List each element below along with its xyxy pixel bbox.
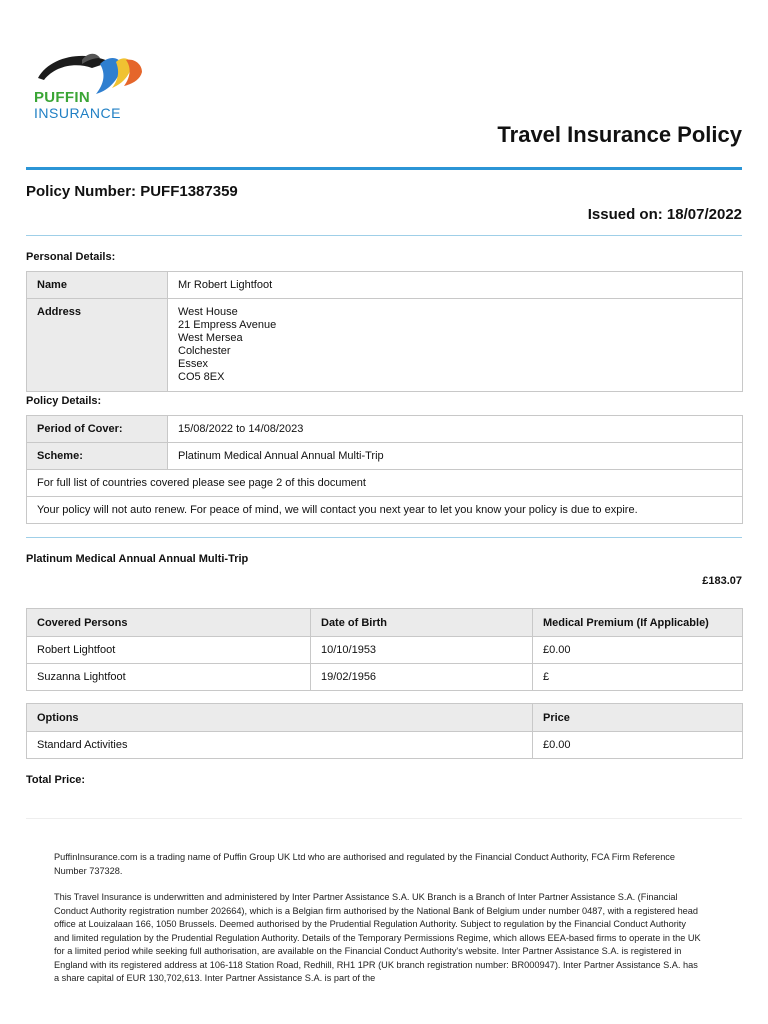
covered-persons-table xyxy=(26,608,743,691)
header-divider xyxy=(26,235,742,236)
table-row xyxy=(27,272,743,299)
name-label: Name xyxy=(27,272,168,299)
column-header: Medical Premium (If Applicable) xyxy=(533,609,743,637)
options-table xyxy=(26,703,743,759)
issued-date: Issued on: 18/07/2022 xyxy=(587,206,742,223)
table-row xyxy=(27,637,743,664)
table-row xyxy=(27,497,743,524)
table-header-row xyxy=(27,609,743,637)
period-value: 15/08/2022 to 14/08/2023 xyxy=(168,416,743,443)
person-premium: £0.00 xyxy=(533,637,743,664)
column-header: Options xyxy=(27,704,533,732)
address-line: Essex xyxy=(178,358,208,370)
personal-details-table xyxy=(26,271,743,392)
personal-details-label: Personal Details: xyxy=(26,251,116,263)
scheme-label: Scheme: xyxy=(27,443,168,470)
name-value: Mr Robert Lightfoot xyxy=(168,272,743,299)
logo-text-puffin: PUFFIN xyxy=(34,89,90,106)
address-line: 21 Empress Avenue xyxy=(178,319,277,331)
policy-details-table xyxy=(26,415,743,524)
company-logo xyxy=(30,50,150,124)
renewal-note: Your policy will not auto renew. For peace of mind, we will contact you next year to let you know your policy is due to expire. xyxy=(27,497,743,524)
address-label: Address xyxy=(27,299,168,392)
option-price: £0.00 xyxy=(533,732,743,759)
table-row xyxy=(27,664,743,691)
policy-divider xyxy=(26,537,742,538)
option-name: Standard Activities xyxy=(27,732,533,759)
document-title: Travel Insurance Policy xyxy=(497,122,742,147)
column-header: Price xyxy=(533,704,743,732)
table-row xyxy=(27,470,743,497)
address-value xyxy=(168,299,743,392)
address-line: CO5 8EX xyxy=(178,371,225,383)
table-row xyxy=(27,443,743,470)
footer-paragraph: PuffinInsurance.com is a trading name of Puffin Group UK Ltd who are authorised and regulated by the Financial Conduct Authority, FCA Firm Reference Number 737328. xyxy=(54,852,676,876)
policy-details-label: Policy Details: xyxy=(26,395,102,407)
person-name: Robert Lightfoot xyxy=(27,637,311,664)
countries-note: For full list of countries covered please see page 2 of this document xyxy=(27,470,743,497)
address-line: West House xyxy=(178,306,238,318)
column-header: Covered Persons xyxy=(27,609,311,637)
address-line: Colchester xyxy=(178,345,231,357)
person-name: Suzanna Lightfoot xyxy=(27,664,311,691)
table-header-row xyxy=(27,704,743,732)
column-header: Date of Birth xyxy=(311,609,533,637)
person-premium: £ xyxy=(533,664,743,691)
scheme-heading: Platinum Medical Annual Annual Multi-Trip xyxy=(26,553,249,565)
person-dob: 19/02/1956 xyxy=(311,664,533,691)
logo-text-insurance: INSURANCE xyxy=(34,105,121,121)
address-line: West Mersea xyxy=(178,332,243,344)
footer-divider xyxy=(26,818,742,819)
footer-paragraph: This Travel Insurance is underwritten and administered by Inter Partner Assistance S.A. UK Branch is a Branch of Inter Partner Assistance S.A. (Financial Conduct Authority registration number 202664), which is a Belgian firm authorised by the National Bank of Belgium under number 0487, with a registered head office at Louizalaan 166, 1050 Brussels. Deemed authorised by the Prudential Regulation Authority. Subject to regulation by the Financial Conduct Authority and limited regulation by the Prudential Regulation Authority. Details of the Temporary Permissions Regime, which allows EEA-based firms to operate in the UK for a limited period while seeking full authorisation, are available on the Financial Conduct Authority's website. Inter Partner Assistance S.A. is registered in England with its registered address at 106-118 Station Road, Redhill, RH1 1PR (UK branch registration number: BR000947). Inter Partner Assistance S.A. has a share capital of EUR 130,702,613. Inter Partner Assistance S.A. is part of the xyxy=(54,892,701,983)
period-label: Period of Cover: xyxy=(27,416,168,443)
table-row xyxy=(27,732,743,759)
policy-number: Policy Number: PUFF1387359 xyxy=(26,183,238,200)
scheme-price: £183.07 xyxy=(702,575,742,587)
table-row xyxy=(27,299,743,392)
title-divider xyxy=(26,167,742,170)
person-dob: 10/10/1953 xyxy=(311,637,533,664)
scheme-value: Platinum Medical Annual Annual Multi-Trip xyxy=(168,443,743,470)
table-row xyxy=(27,416,743,443)
total-price-label: Total Price: xyxy=(26,774,86,786)
